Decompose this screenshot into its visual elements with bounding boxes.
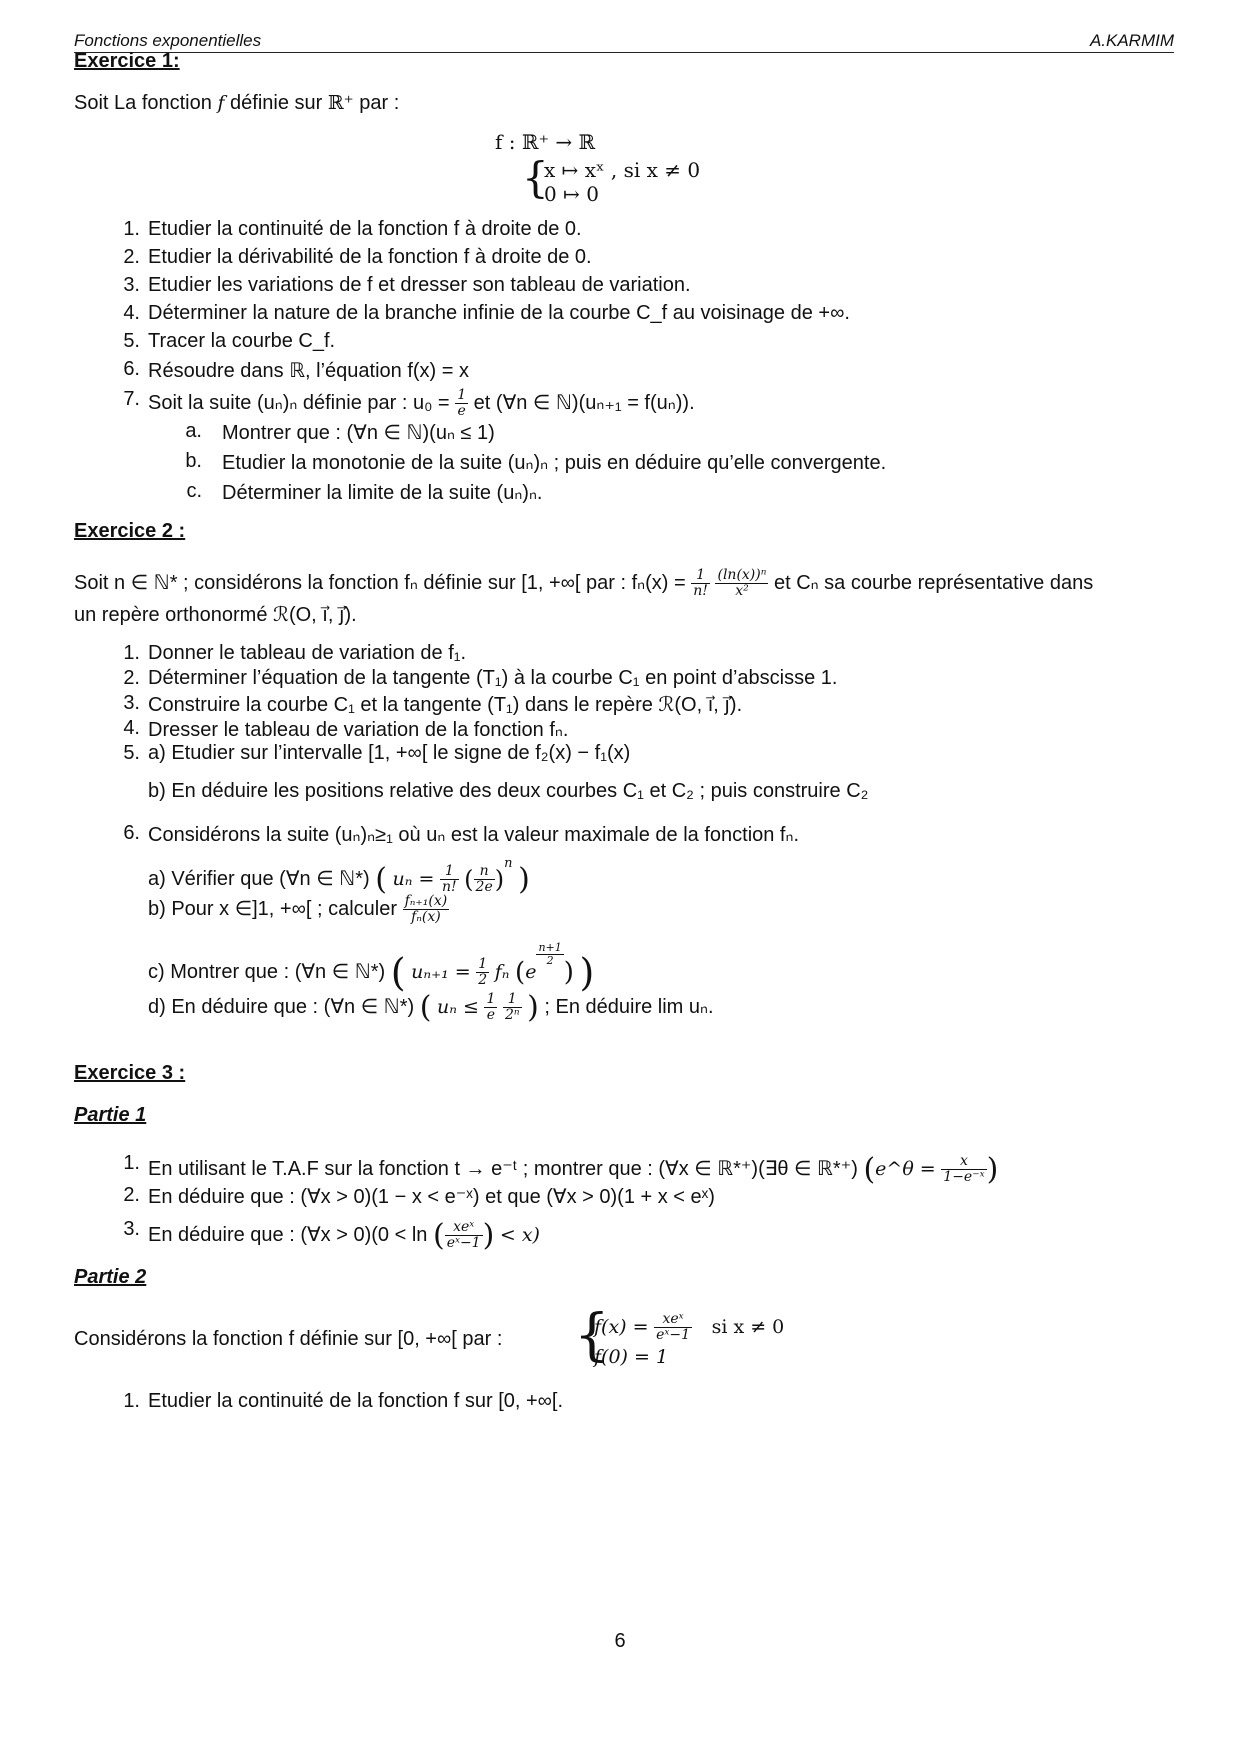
ex2-q6a-label: a) Vérifier que (∀n ∈ ℕ*): [148, 868, 370, 890]
frac-num: 1: [440, 864, 459, 880]
ex2-question-number: 4.: [123, 717, 140, 739]
ex1-question-number: 4.: [123, 302, 140, 324]
ex3-p2-brace: {: [574, 1303, 610, 1368]
ex1-question-text: Etudier la continuité de la fonction f à droite de 0.: [148, 218, 582, 240]
ex2-intro-line2: un repère orthonormé ℛ(O, i⃗, j⃗).: [74, 604, 357, 626]
ex1-q7-num: 7.: [123, 388, 140, 410]
header-subject: Fonctions exponentielles: [74, 31, 262, 50]
paren-close: ): [527, 990, 539, 1025]
ex1-question-text: Résoudre dans ℝ, l’équation f(x) = x: [148, 360, 470, 382]
ex2-q6d-tail: ; En déduire lim uₙ.: [544, 995, 714, 1018]
ex1-q7-fraction: [455, 388, 468, 419]
frac-den: 1−e⁻ˣ: [943, 1169, 985, 1185]
ex3-p2-intro: Considérons la fonction f définie sur [0, +∞[ par :: [74, 1328, 503, 1350]
frac-den: 2e: [475, 879, 493, 896]
ex2-question-number: 1.: [123, 642, 140, 664]
paren-open: (: [432, 1218, 445, 1253]
ex1-subquestion-number: c.: [186, 480, 202, 502]
exercise-2-title: Exercice 2 :: [74, 520, 186, 542]
frac-den: e: [486, 1007, 496, 1023]
page-number: 6: [614, 1630, 626, 1652]
ex3-p2-sys1-frac: [654, 1312, 692, 1343]
paren-open: (: [464, 865, 474, 894]
ex1-subquestion-number: a.: [185, 420, 202, 442]
paren-close: ): [482, 1218, 495, 1253]
ex1-question-text: Etudier la dérivabilité de la fonction f à droite de 0.: [148, 246, 592, 268]
ex1-intro-f: f: [217, 92, 225, 114]
ex2-question-number: 2.: [123, 667, 140, 689]
frac-num: n+1: [538, 941, 562, 954]
ex2-q6d-lhs: uₙ ≤: [436, 995, 479, 1018]
paren-open: (: [375, 862, 387, 898]
ex2-q6d-label: d) En déduire que : (∀n ∈ ℕ*): [148, 995, 415, 1018]
ex2-q6a-exp: n: [504, 856, 513, 871]
paren-close: ): [579, 950, 595, 995]
frac-den: eˣ−1: [656, 1327, 691, 1343]
ex2-q6c-mid: fₙ: [494, 961, 510, 983]
paren-close: ): [494, 865, 505, 894]
page-header: [74, 30, 1174, 53]
ex2-question-text: Donner le tableau de variation de f₁.: [148, 642, 467, 664]
paren-open: (: [863, 1152, 876, 1187]
ex2-q6c: [148, 941, 595, 995]
frac-num: 1: [478, 956, 488, 973]
ex1-intro-set: ℝ⁺: [327, 92, 354, 114]
ex2-q6-text: Considérons la suite (uₙ)ₙ≥₁ où uₙ est la valeur maximale de la fonction fₙ.: [148, 824, 800, 846]
ex1-q7-a: Soit la suite (uₙ)ₙ définie par : u₀ =: [148, 391, 450, 414]
frac-den: eˣ−1: [446, 1235, 481, 1251]
frac-num: 1: [691, 568, 710, 584]
ex1-subquestion-text: Déterminer la limite de la suite (uₙ)ₙ.: [222, 482, 543, 504]
ex1-def-line3: 0 ↦ 0: [544, 182, 599, 206]
ex3-p1-q3-tail: < x): [499, 1223, 540, 1246]
ex3-p2-sys1-tail: si x ≠ 0: [711, 1315, 785, 1338]
exercise-3-title: Exercice 3 :: [74, 1062, 186, 1084]
ex2-q6b-label: b) Pour x ∈]1, +∞[ ; calculer: [148, 897, 397, 920]
ex2-intro-b: et Cₙ sa courbe représentative dans: [773, 571, 1094, 594]
ex2-q6a-frac1: [440, 864, 459, 895]
ex2-q6d-frac1: [484, 992, 497, 1023]
ex2-question-text: Construire la courbe C₁ et la tangente (T₁) dans le repère ℛ(O, i⃗, j⃗).: [148, 694, 743, 716]
frac-num: fₙ₊₁(x): [404, 893, 448, 909]
ex2-q6b-frac: [403, 894, 450, 925]
ex1-intro-a: Soit La fonction: [74, 92, 212, 114]
paren-close: ): [986, 1152, 999, 1187]
ex1-intro-c: par :: [359, 92, 400, 114]
exercise-2-intro: [74, 568, 1093, 599]
ex3-p1-q2-text: En déduire que : (∀x > 0)(1 − x < e⁻ˣ) et que (∀x > 0)(1 + x < eˣ): [148, 1186, 715, 1208]
ex2-q6c-exp: [536, 942, 563, 967]
frac-den: 2ⁿ: [504, 1007, 520, 1023]
paren-open: (: [515, 957, 526, 988]
frac-den: x²: [735, 583, 749, 599]
ex1-question-number: 2.: [123, 246, 140, 268]
paren-close: ): [518, 862, 530, 898]
frac-num: 1: [457, 387, 467, 403]
ex1-def-brace: {: [522, 153, 549, 202]
frac-den: 2: [546, 954, 554, 967]
ex1-question-number: 3.: [123, 274, 140, 296]
frac-num: x: [941, 1154, 986, 1170]
ex2-q6d: [148, 990, 714, 1025]
frac-num: xeˣ: [654, 1312, 692, 1328]
ex1-question-number: 1.: [123, 218, 140, 240]
ex3-p2-sys1-lhs: f(x) =: [594, 1315, 649, 1338]
ex3-p2-system-line2: [594, 1346, 668, 1372]
ex2-q6c-lhs: uₙ₊₁ =: [411, 961, 471, 983]
ex2-question-text: Dresser le tableau de variation de la fonction fₙ.: [148, 719, 569, 741]
ex1-question-text: Etudier les variations de f et dresser son tableau de variation.: [148, 274, 691, 296]
frac-den: fₙ(x): [411, 909, 441, 925]
frac-den: n!: [441, 879, 457, 896]
ex1-intro-b: définie sur: [230, 92, 323, 114]
frac-num: (ln(x))ⁿ: [717, 567, 767, 583]
ex2-intro-a: Soit n ∈ ℕ* ; considérons la fonction fₙ définie sur [1, +∞[ par : fₙ(x) =: [74, 571, 686, 594]
ex3-p1-q1-text: [148, 1152, 998, 1187]
ex2-q6a: [148, 856, 530, 898]
frac-num: n: [474, 864, 495, 880]
frac-den: n!: [693, 583, 708, 599]
ex3-p1-q2-num: 2.: [123, 1184, 140, 1206]
frac-num: 1: [486, 991, 496, 1007]
ex1-def-line1: f : ℝ⁺ → ℝ: [495, 130, 596, 154]
exercise-1-intro: [74, 92, 399, 115]
frac-num: 1: [503, 992, 522, 1008]
frac-den: 2: [478, 972, 488, 989]
ex1-q7-b: et (∀n ∈ ℕ)(uₙ₊₁ = f(uₙ)).: [473, 391, 695, 414]
ex3-p2-q1-num: 1.: [123, 1390, 140, 1412]
ex2-question-text: a) Etudier sur l’intervalle [1, +∞[ le signe de f₂(x) − f₁(x): [148, 742, 631, 764]
ex2-question-number: 3.: [123, 692, 140, 714]
ex3-p1-q3-num: 3.: [123, 1218, 140, 1240]
frac-den: e: [457, 403, 466, 419]
ex1-subquestion-number: b.: [185, 450, 202, 472]
ex2-q6c-frac: [476, 957, 489, 988]
paren-open: (: [390, 950, 406, 995]
ex2-question-number: 5.: [123, 742, 140, 764]
paren-open: (: [419, 990, 432, 1025]
ex3-p1-q1-frac: [941, 1154, 986, 1185]
ex1-def-line2: x ↦ xˣ , si x ≠ 0: [544, 158, 701, 182]
paren-close: ): [563, 957, 574, 988]
ex1-question-text: Tracer la courbe C_f.: [148, 330, 336, 352]
ex3-p1-q1-main: En utilisant le T.A.F sur la fonction t → e⁻ᵗ ; montrer que : (∀x ∈ ℝ*⁺)(∃θ ∈ ℝ*⁺): [148, 1157, 858, 1180]
ex2-q6a-lhs: uₙ =: [392, 868, 435, 890]
exercise-3-part-2: Partie 2: [74, 1266, 147, 1288]
ex1-subquestion-text: Etudier la monotonie de la suite (uₙ)ₙ ; puis en déduire qu’elle convergente.: [222, 452, 887, 474]
header-author: A.KARMIM: [1089, 31, 1174, 50]
exercise-1-title: Exercice 1:: [74, 50, 180, 72]
ex2-q6b: [148, 893, 449, 925]
ex2-q6-num: 6.: [123, 822, 140, 844]
exercise-3-part-1: Partie 1: [74, 1104, 147, 1126]
ex3-p1-q1-lhs: e^θ =: [875, 1157, 936, 1180]
ex3-p1-q1-num: 1.: [123, 1152, 140, 1174]
frac-num: xeˣ: [445, 1220, 483, 1236]
ex1-question-text: Déterminer la nature de la branche infinie de la courbe C_f au voisinage de +∞.: [148, 302, 850, 324]
ex3-p1-q3-text: [148, 1218, 540, 1253]
ex3-p1-q3-main: En déduire que : (∀x > 0)(0 < ln: [148, 1223, 428, 1246]
ex2-q6a-frac2: [474, 864, 495, 895]
ex2-q6c-label: c) Montrer que : (∀n ∈ ℕ*): [148, 961, 386, 983]
ex3-p2-q1-text: Etudier la continuité de la fonction f sur [0, +∞[.: [148, 1390, 564, 1412]
ex1-q7-text: [148, 388, 695, 419]
ex2-q5b: b) En déduire les positions relative des deux courbes C₁ et C₂ ; puis construire C₂: [148, 780, 869, 802]
ex2-q6d-frac2: [503, 992, 522, 1023]
ex2-intro-frac1: [691, 568, 710, 599]
ex1-subquestion-text: Montrer que : (∀n ∈ ℕ)(uₙ ≤ 1): [222, 422, 495, 444]
ex2-intro-frac2: [715, 568, 768, 599]
ex2-q6c-e: e: [525, 961, 537, 983]
ex3-p2-system-line1: [594, 1311, 785, 1343]
ex3-p2-sys2: f(0) = 1: [594, 1346, 669, 1368]
ex2-question-text: Déterminer l’équation de la tangente (T₁) à la courbe C₁ en point d’abscisse 1.: [148, 667, 838, 689]
ex3-p1-q3-frac: [445, 1220, 483, 1251]
ex1-question-number: 6.: [123, 358, 140, 380]
ex1-question-number: 5.: [123, 330, 140, 352]
